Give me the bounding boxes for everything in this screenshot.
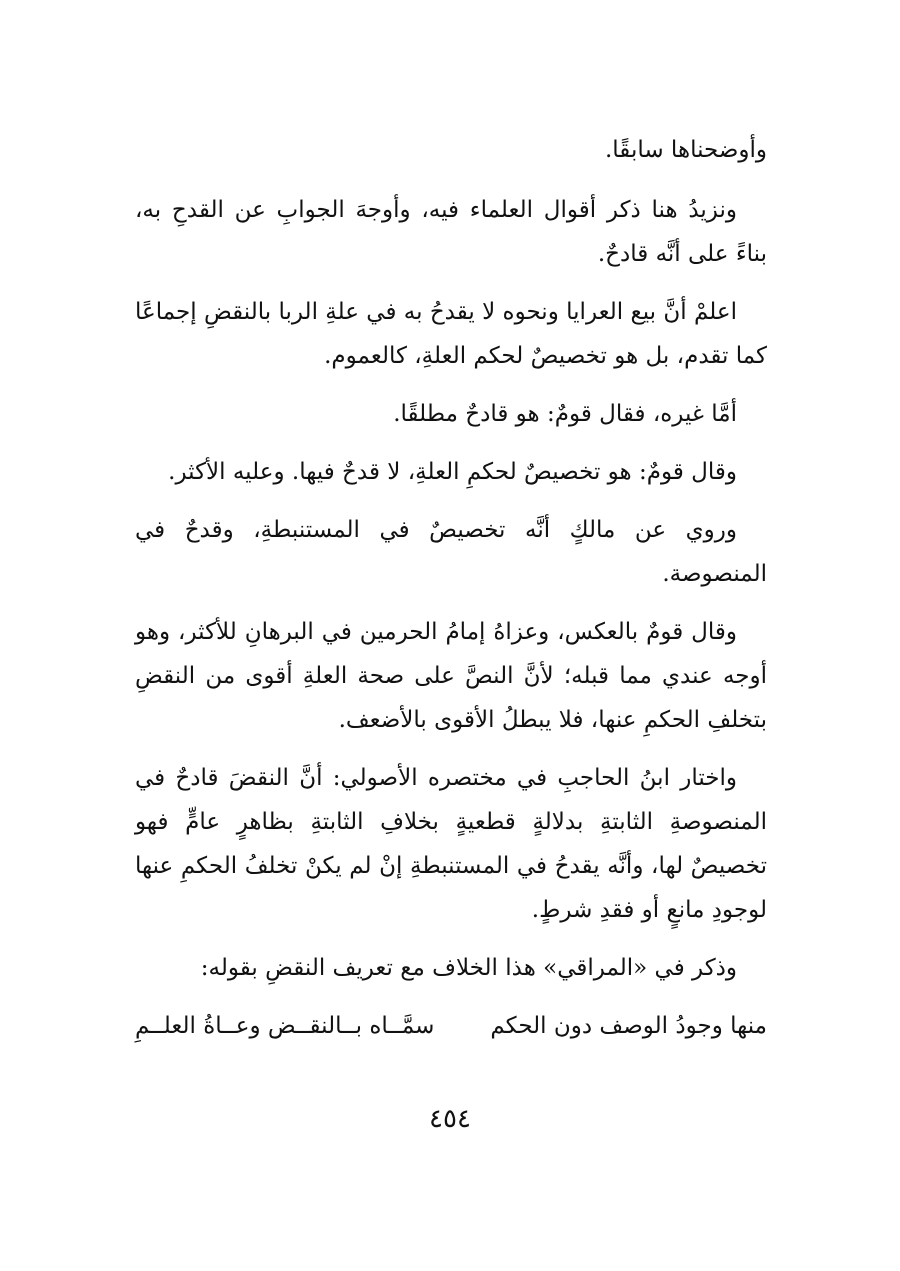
- page-body: [135, 128, 767, 1048]
- paragraph-1: وأوضحناها سابقًا.: [604, 137, 767, 163]
- paragraph-2: ونزيدُ هنا ذكر أقوال العلماء فيه، وأوجهَ الجوابِ عن القدحِ به، بناءً على أنَّه قادحٌ.: [135, 197, 767, 267]
- paragraph-6: وروي عن مالكٍ أنَّه تخصيصٌ في المستنبطةِ، وقدحٌ في المنصوصة.: [135, 517, 767, 587]
- paragraph-8: واختار ابنُ الحاجبِ في مختصره الأصولي: أنَّ النقضَ قادحٌ في المنصوصةِ الثابتةِ بدلالةٍ قطعيةٍ بخلافِ الثابتةِ بظاهرٍ عامٍّ فهو تخصيصٌ لها، وأنَّه يقدحُ في المستنبطةِ إنْ لم يكنْ تخلفُ الحكمِ عنها لوجودِ مانعٍ أو فقدِ شرطٍ.: [135, 765, 767, 923]
- paragraph-5: وقال قومٌ: هو تخصيصٌ لحكمِ العلةِ، لا قدحٌ فيها. وعليه الأكثر.: [168, 459, 737, 485]
- paragraph-4: أمَّا غيره، فقال قومٌ: هو قادحٌ مطلقًا.: [393, 401, 737, 427]
- verse-second-hemistich: سمَّــاه بــالنقــض وعــاةُ العلــمِ: [135, 1013, 435, 1039]
- verse-line: [135, 1004, 767, 1048]
- verse-first-hemistich: منها وجودُ الوصف دون الحكم: [490, 1013, 767, 1039]
- page-number: ٤٥٤: [429, 1104, 471, 1134]
- paragraph-7: وقال قومٌ بالعكس، وعزاهُ إمامُ الحرمين في البرهانِ للأكثر، وهو أوجه عندي مما قبله؛ لأنَّ النصَّ على صحة العلةِ أقوى من النقضِ بتخلفِ الحكمِ عنها، فلا يبطلُ الأقوى بالأضعف.: [135, 619, 767, 733]
- paragraph-9: وذكر في «المراقي» هذا الخلاف مع تعريف النقضِ بقوله:: [200, 955, 737, 981]
- paragraph-3: اعلمْ أنَّ بيع العرايا ونحوه لا يقدحُ به في علةِ الربا بالنقضِ إجماعًا كما تقدم، بل هو تخصيصٌ لحكم العلةِ، كالعموم.: [135, 299, 767, 369]
